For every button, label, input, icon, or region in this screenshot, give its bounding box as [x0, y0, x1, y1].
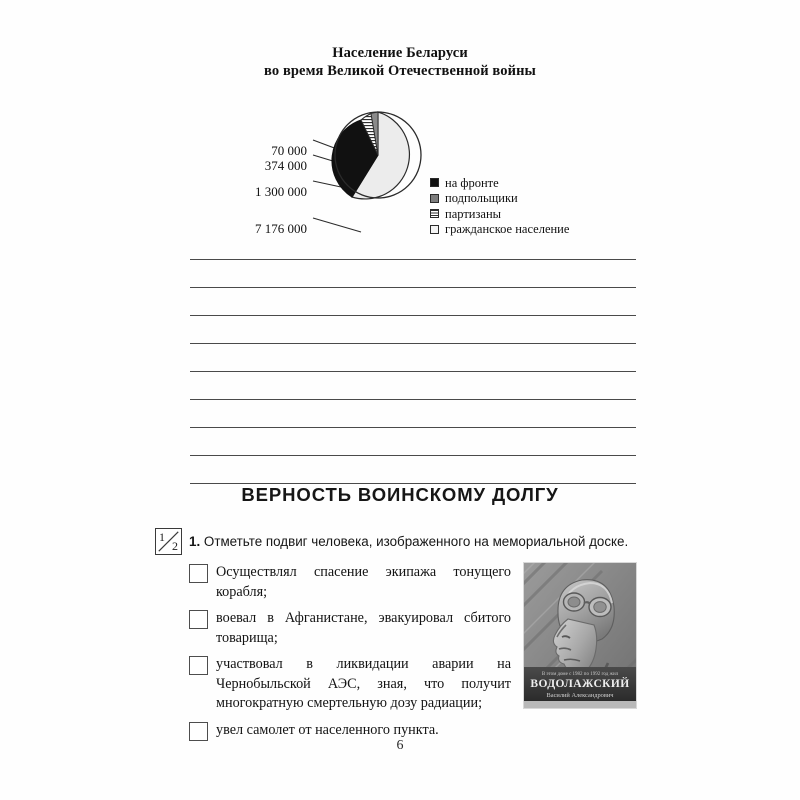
- option-label-4: увел самолет от населенного пункта.: [216, 721, 439, 738]
- option-label-2: воевал в Афганистане, эвакуировал сбитого товарища;: [216, 610, 511, 646]
- legend-swatch-black-icon: [430, 178, 439, 187]
- chart-title-line-1: Население Беларуси: [332, 45, 468, 61]
- legend-item-partisans: [430, 206, 569, 222]
- memorial-plaque-photo: [523, 562, 637, 709]
- pie-value-label-1300000: 1 300 000: [255, 184, 307, 199]
- option-checkbox-2[interactable]: [189, 610, 208, 629]
- option-row[interactable]: [189, 563, 511, 602]
- rule-line[interactable]: [190, 456, 636, 484]
- legend-swatch-hatched-icon: [430, 209, 439, 218]
- chart-title-line-2: во время Великой Отечественной войны: [264, 63, 536, 79]
- rule-line[interactable]: [190, 428, 636, 456]
- rule-line[interactable]: [190, 372, 636, 400]
- option-checkbox-3[interactable]: [189, 656, 208, 675]
- option-row[interactable]: [189, 655, 511, 714]
- plaque-name-patronymic: Василий Александрович: [546, 692, 614, 699]
- option-row[interactable]: [189, 609, 511, 648]
- pie-value-label-70000: 70 000: [271, 143, 307, 158]
- chart-title: [0, 44, 800, 80]
- legend-label-underground: подпольщики: [445, 191, 518, 206]
- rule-line[interactable]: [190, 260, 636, 288]
- page-number: 6: [396, 738, 404, 753]
- score-badge-bottom: 2: [172, 539, 178, 553]
- question-number: 1.: [189, 534, 201, 549]
- legend-label-civilians: гражданское население: [445, 222, 570, 237]
- plaque-illustration: [524, 563, 636, 708]
- legend-item-underground: [430, 191, 569, 207]
- population-pie-chart: [0, 44, 800, 237]
- rule-line[interactable]: [190, 316, 636, 344]
- question-row: [155, 528, 628, 555]
- chart-figure: [0, 92, 800, 237]
- legend-swatch-gray-icon: [430, 194, 439, 203]
- pie-value-label-7176000: 7 176 000: [255, 221, 307, 236]
- rule-line[interactable]: [190, 344, 636, 372]
- pie-svg: [228, 86, 448, 246]
- question-prompt: Отметьте подвиг человека, изображенного на мемориальной доске.: [203, 534, 629, 549]
- section-heading: ВЕРНОСТЬ ВОИНСКОМУ ДОЛГУ: [241, 484, 559, 505]
- score-badge[interactable]: [155, 528, 182, 555]
- answer-ruled-lines[interactable]: [190, 232, 636, 484]
- legend-label-partisans: партизаны: [445, 206, 502, 221]
- legend-label-front: на фронте: [445, 175, 499, 190]
- pie-value-label-374000: 374 000: [264, 158, 307, 173]
- option-label-1: Осуществлял спасение экипажа тонущего корабля;: [216, 564, 511, 600]
- pie-legend: [430, 175, 569, 237]
- question-text: [189, 528, 628, 555]
- plaque-surname: ВОДОЛАЖСКИЙ: [530, 678, 630, 690]
- rule-line[interactable]: [190, 400, 636, 428]
- option-label-3: участвовал в ликвидации аварии на Чернобыльской АЭС, зная, что получит многократную смертельную дозу радиации;: [216, 656, 511, 711]
- score-badge-top: 1: [159, 530, 165, 544]
- option-checkbox-1[interactable]: [189, 564, 208, 583]
- rule-line[interactable]: [190, 232, 636, 260]
- rule-line[interactable]: [190, 288, 636, 316]
- plaque-caption-dates: В этом доме с 1982 по 1992 год жил: [541, 672, 619, 677]
- options-list: [189, 563, 511, 748]
- legend-item-front: [430, 175, 569, 191]
